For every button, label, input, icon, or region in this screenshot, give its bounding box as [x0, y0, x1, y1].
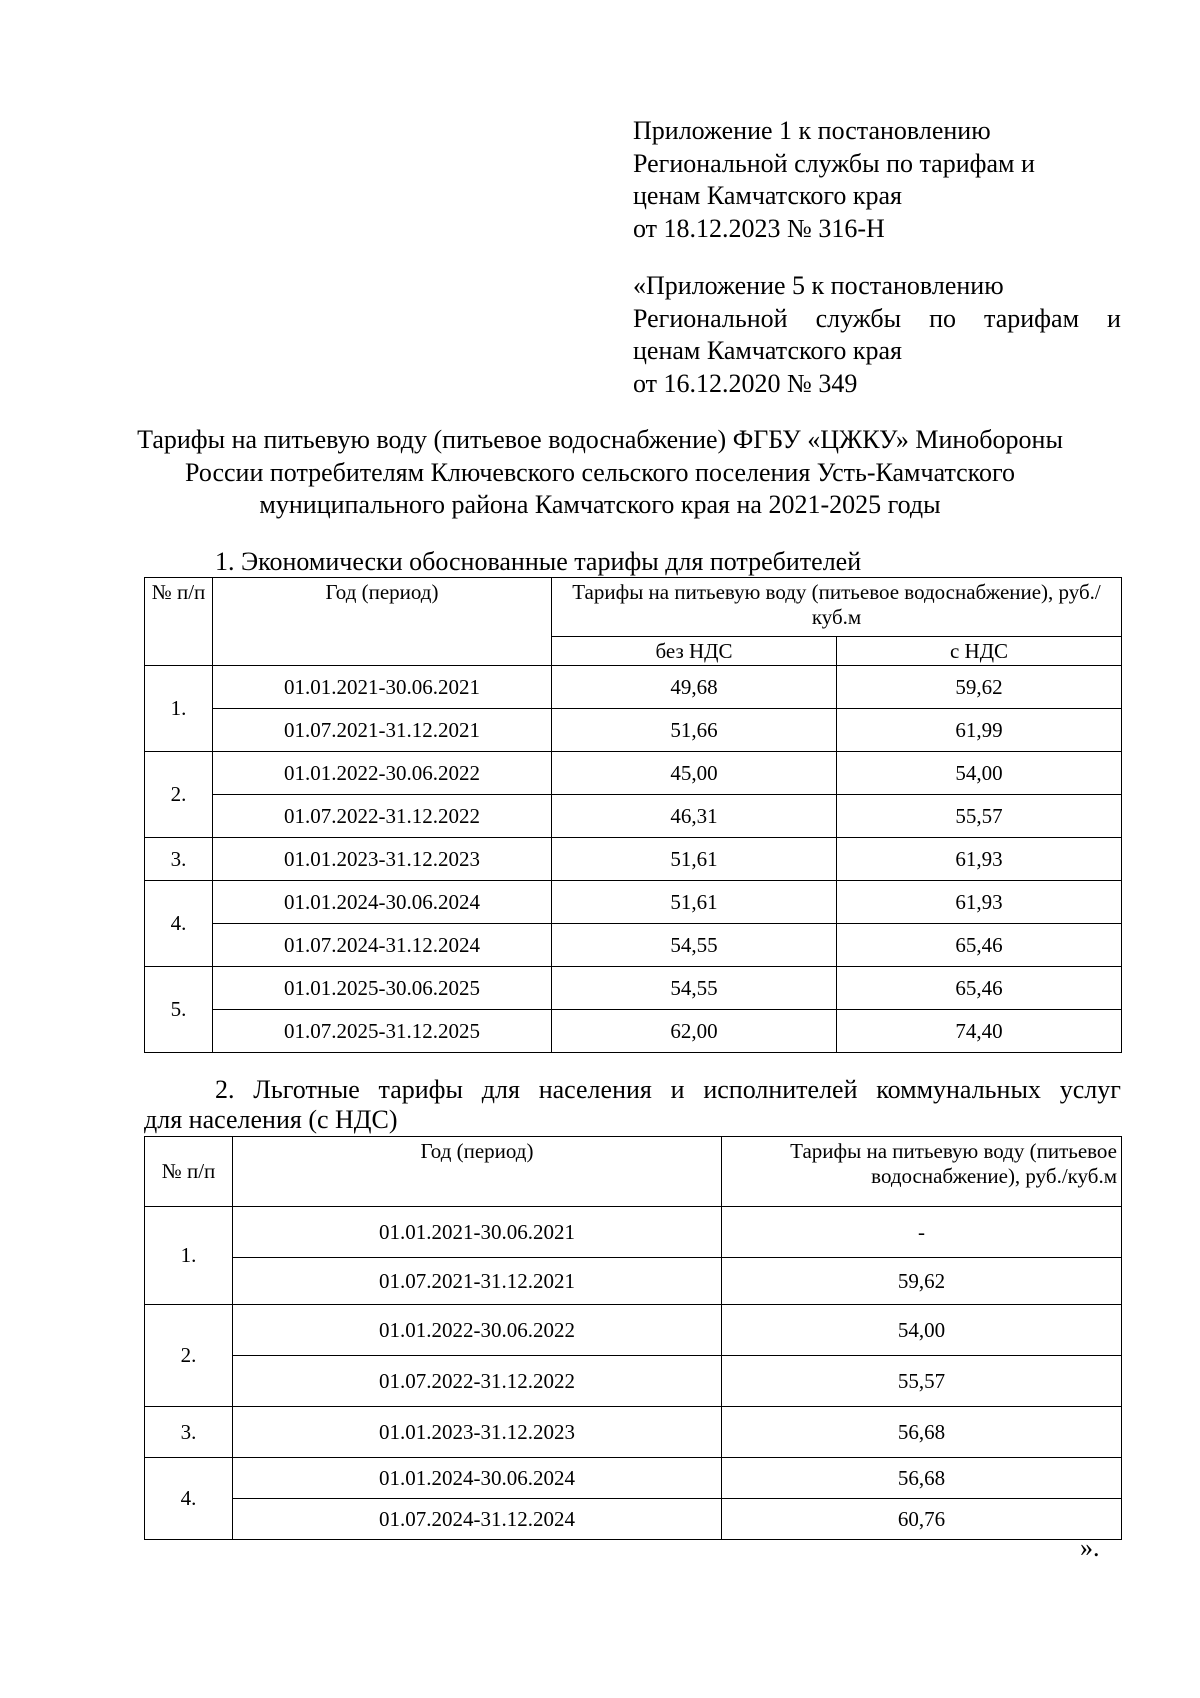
word: тарифы	[378, 1075, 463, 1104]
appendix-1-line: от 18.12.2023 № 316-Н	[633, 213, 885, 243]
header-with-vat: с НДС	[837, 637, 1122, 666]
header-period: Год (период)	[213, 578, 552, 666]
period-cell: 01.07.2021-31.12.2021	[233, 1258, 722, 1305]
value-cell: 56,68	[722, 1458, 1122, 1499]
no-vat-cell: 51,66	[552, 709, 837, 752]
appendix-5-line: ценам Камчатского края	[633, 336, 902, 365]
period-cell: 01.01.2025-30.06.2025	[213, 967, 552, 1010]
table-row	[145, 752, 1122, 795]
appendix-1-line: Приложение 1 к постановлению	[633, 116, 991, 145]
word: населения	[538, 1075, 652, 1104]
appendix-1-line: ценам Камчатского края	[633, 181, 902, 210]
no-vat-cell: 51,61	[552, 881, 837, 924]
table-row	[145, 1407, 1122, 1458]
header-number: № п/п	[145, 1137, 233, 1207]
no-vat-cell: 45,00	[552, 752, 837, 795]
economic-tariffs-table	[144, 577, 1122, 1053]
no-vat-cell: 46,31	[552, 795, 837, 838]
period-cell: 01.01.2024-30.06.2024	[233, 1458, 722, 1499]
value-cell: 55,57	[722, 1356, 1122, 1407]
title-line: Тарифы на питьевую воду (питьевое водоснабжение) ФГБУ «ЦЖКУ» Минобороны	[137, 425, 1063, 454]
title-line: муниципального района Камчатского края на 2021-2025 годы	[259, 490, 941, 519]
header-number: № п/п	[145, 578, 213, 666]
header-tariff: Тарифы на питьевую воду (питьевое водоснабжение), руб./куб.м	[722, 1137, 1122, 1207]
word: службы	[815, 303, 902, 333]
no-vat-cell: 54,55	[552, 924, 837, 967]
table-row	[145, 709, 1122, 752]
period-cell: 01.01.2022-30.06.2022	[233, 1305, 722, 1356]
with-vat-cell: 65,46	[837, 967, 1122, 1010]
word: и	[670, 1075, 685, 1104]
with-vat-cell: 61,93	[837, 838, 1122, 881]
appendix-5-reference	[633, 270, 1121, 400]
appendix-1-reference	[633, 115, 1121, 245]
word: исполнителей	[703, 1075, 858, 1104]
table-row	[145, 1207, 1122, 1258]
row-number: 4.	[145, 1458, 233, 1540]
period-cell: 01.07.2024-31.12.2024	[213, 924, 552, 967]
value-cell: 54,00	[722, 1305, 1122, 1356]
word: Льготные	[253, 1075, 360, 1104]
row-number: 1.	[145, 666, 213, 752]
table-row	[145, 1258, 1122, 1305]
no-vat-cell: 49,68	[552, 666, 837, 709]
table-row	[145, 1010, 1122, 1053]
word: и	[1107, 303, 1121, 333]
value-cell: 59,62	[722, 1258, 1122, 1305]
no-vat-cell: 62,00	[552, 1010, 837, 1053]
table-row	[145, 1356, 1122, 1407]
period-cell: 01.07.2022-31.12.2022	[213, 795, 552, 838]
appendix-1-line: Региональной службы по тарифам и	[633, 148, 1035, 178]
section-2-heading	[144, 1075, 1121, 1135]
word: Региональной	[633, 303, 788, 333]
row-number: 2.	[145, 752, 213, 838]
table-row	[145, 795, 1122, 838]
appendix-5-line: от 16.12.2020 № 349	[633, 368, 858, 398]
appendix-5-line-justified	[633, 303, 1121, 336]
word: по	[929, 303, 957, 333]
word: услуг	[1059, 1075, 1121, 1104]
period-cell: 01.07.2022-31.12.2022	[233, 1356, 722, 1407]
period-cell: 01.01.2023-31.12.2023	[213, 838, 552, 881]
row-number: 3.	[145, 1407, 233, 1458]
table-row	[145, 838, 1122, 881]
table-row	[145, 666, 1122, 709]
with-vat-cell: 59,62	[837, 666, 1122, 709]
value-cell: 60,76	[722, 1499, 1122, 1540]
closing-quote: ».	[1080, 1533, 1100, 1562]
period-cell: 01.07.2025-31.12.2025	[213, 1010, 552, 1053]
with-vat-cell: 74,40	[837, 1010, 1122, 1053]
header-period: Год (период)	[233, 1137, 722, 1207]
document-title	[60, 424, 1140, 522]
value-cell: -	[722, 1207, 1122, 1258]
word: 2.	[215, 1075, 235, 1104]
period-cell: 01.01.2021-30.06.2021	[233, 1207, 722, 1258]
table-row	[145, 967, 1122, 1010]
appendix-5-line: «Приложение 5 к постановлению	[633, 271, 1004, 300]
header-tariff: Тарифы на питьевую воду (питьевое водоснабжение), руб./куб.м	[552, 578, 1122, 637]
word: коммунальных	[876, 1075, 1041, 1104]
table-row	[145, 1499, 1122, 1540]
table-row	[145, 1305, 1122, 1356]
row-number: 4.	[145, 881, 213, 967]
period-cell: 01.01.2023-31.12.2023	[233, 1407, 722, 1458]
word: для	[481, 1075, 520, 1104]
period-cell: 01.01.2021-30.06.2021	[213, 666, 552, 709]
with-vat-cell: 55,57	[837, 795, 1122, 838]
period-cell: 01.01.2024-30.06.2024	[213, 881, 552, 924]
row-number: 2.	[145, 1305, 233, 1407]
row-number: 5.	[145, 967, 213, 1053]
with-vat-cell: 61,93	[837, 881, 1122, 924]
with-vat-cell: 61,99	[837, 709, 1122, 752]
title-line: России потребителям Ключевского сельского поселения Усть-Камчатского	[185, 457, 1015, 487]
header-no-vat: без НДС	[552, 637, 837, 666]
value-cell: 56,68	[722, 1407, 1122, 1458]
table-row	[145, 881, 1122, 924]
section-2-heading-line: для населения (с НДС)	[144, 1105, 398, 1134]
word: тарифам	[984, 303, 1080, 333]
with-vat-cell: 65,46	[837, 924, 1122, 967]
table-row	[145, 1458, 1122, 1499]
no-vat-cell: 54,55	[552, 967, 837, 1010]
row-number: 3.	[145, 838, 213, 881]
with-vat-cell: 54,00	[837, 752, 1122, 795]
period-cell: 01.07.2024-31.12.2024	[233, 1499, 722, 1540]
section-1-heading: 1. Экономически обоснованные тарифы для потребителей	[215, 547, 862, 576]
preferential-tariffs-table	[144, 1136, 1122, 1540]
table-row	[145, 924, 1122, 967]
period-cell: 01.01.2022-30.06.2022	[213, 752, 552, 795]
period-cell: 01.07.2021-31.12.2021	[213, 709, 552, 752]
row-number: 1.	[145, 1207, 233, 1305]
section-2-heading-line-justified	[144, 1075, 1121, 1105]
no-vat-cell: 51,61	[552, 838, 837, 881]
